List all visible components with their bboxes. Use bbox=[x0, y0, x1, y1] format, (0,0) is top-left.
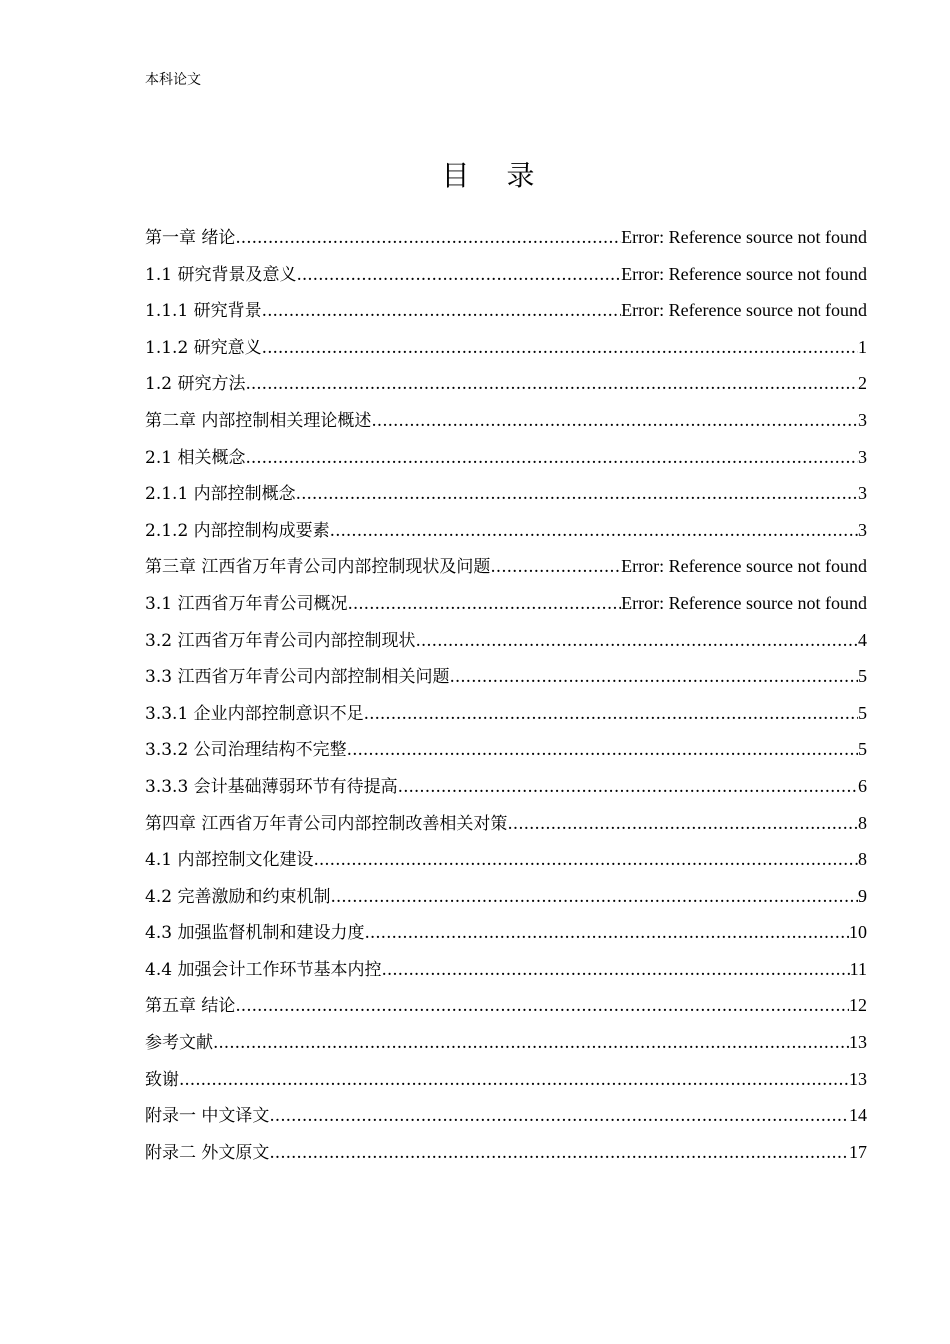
toc-entry-label: 3.3.3 会计基础薄弱环节有待提高 bbox=[145, 776, 398, 797]
toc-entry-label: 2.1 相关概念 bbox=[145, 447, 246, 468]
toc-entry-label: 3.3 江西省万年青公司内部控制相关问题 bbox=[145, 667, 450, 688]
toc-entry[interactable] bbox=[145, 805, 867, 842]
toc-entry-page: Error: Reference source not found bbox=[621, 227, 867, 247]
toc-entry[interactable] bbox=[145, 292, 867, 329]
toc-entry[interactable] bbox=[145, 475, 867, 512]
toc-entry[interactable] bbox=[145, 329, 867, 366]
toc-entry[interactable] bbox=[145, 768, 867, 805]
toc-entry-page: 3 bbox=[858, 446, 867, 467]
toc-entry-page: 12 bbox=[849, 995, 867, 1016]
toc-entry[interactable] bbox=[145, 219, 867, 256]
toc-entry-page: 6 bbox=[858, 775, 867, 796]
toc-entry-label: 1.2 研究方法 bbox=[145, 374, 246, 395]
toc-entry[interactable] bbox=[145, 914, 867, 951]
toc-entry[interactable] bbox=[145, 439, 867, 476]
table-of-contents bbox=[145, 219, 867, 1170]
toc-entry-page: 11 bbox=[849, 958, 867, 979]
toc-entry-label: 1.1.1 研究背景 bbox=[145, 301, 262, 322]
toc-dot-leader bbox=[347, 586, 621, 622]
toc-entry[interactable] bbox=[145, 841, 867, 878]
toc-entry-label: 3.1 江西省万年青公司概况 bbox=[145, 593, 348, 614]
toc-dot-leader bbox=[371, 403, 858, 439]
toc-dot-leader bbox=[245, 440, 858, 476]
toc-dot-leader bbox=[330, 513, 858, 549]
toc-entry-label: 第二章 内部控制相关理论概述 bbox=[145, 410, 372, 431]
toc-entry[interactable] bbox=[145, 658, 867, 695]
toc-entry-page: Error: Reference source not found bbox=[621, 556, 867, 577]
toc-entry[interactable] bbox=[145, 695, 867, 732]
toc-entry-label: 3.2 江西省万年青公司内部控制现状 bbox=[145, 630, 416, 651]
toc-entry-page: 8 bbox=[858, 849, 867, 870]
toc-entry-page: 9 bbox=[858, 885, 867, 906]
toc-dot-leader bbox=[245, 366, 858, 402]
toc-entry-page: 3 bbox=[858, 409, 867, 430]
toc-dot-leader bbox=[213, 1025, 849, 1061]
toc-entry-page: 2 bbox=[858, 373, 867, 394]
toc-entry-label: 第三章 江西省万年青公司内部控制现状及问题 bbox=[145, 557, 491, 578]
toc-entry[interactable] bbox=[145, 731, 867, 768]
toc-dot-leader bbox=[296, 476, 858, 512]
toc-entry-page: Error: Reference source not found bbox=[621, 592, 867, 613]
toc-entry-page: 5 bbox=[858, 739, 867, 760]
toc-entry-page: 3 bbox=[858, 519, 867, 540]
toc-entry[interactable] bbox=[145, 402, 867, 439]
toc-entry-page: 3 bbox=[858, 483, 867, 504]
toc-entry-label: 3.3.2 公司治理结构不完整 bbox=[145, 740, 347, 761]
toc-entry-page: 4 bbox=[858, 629, 867, 650]
toc-entry-page: 13 bbox=[849, 1068, 867, 1089]
toc-dot-leader bbox=[364, 915, 849, 951]
toc-dot-leader bbox=[364, 696, 858, 732]
toc-entry-label: 第五章 结论 bbox=[145, 996, 236, 1017]
toc-entry[interactable] bbox=[145, 365, 867, 402]
toc-entry-label: 4.3 加强监督机制和建设力度 bbox=[145, 923, 365, 944]
toc-dot-leader bbox=[269, 1098, 849, 1134]
toc-entry-label: 4.4 加强会计工作环节基本内控 bbox=[145, 959, 382, 980]
toc-entry[interactable] bbox=[145, 878, 867, 915]
toc-entry-page: 8 bbox=[858, 812, 867, 833]
toc-dot-leader bbox=[313, 842, 858, 878]
toc-dot-leader bbox=[398, 769, 858, 805]
toc-title: 目 录 bbox=[441, 159, 549, 192]
toc-entry-label: 致谢 bbox=[145, 1069, 179, 1090]
toc-entry[interactable] bbox=[145, 951, 867, 988]
toc-entry[interactable] bbox=[145, 1061, 867, 1098]
toc-entry-label: 2.1.1 内部控制概念 bbox=[145, 484, 296, 505]
toc-entry-page: 14 bbox=[849, 1105, 867, 1126]
toc-dot-leader bbox=[449, 659, 858, 695]
toc-entry-label: 4.2 完善激励和约束机制 bbox=[145, 886, 331, 907]
toc-entry[interactable] bbox=[145, 548, 867, 585]
toc-entry-label: 附录二 外文原文 bbox=[145, 1142, 270, 1163]
toc-entry-label: 附录一 中文译文 bbox=[145, 1106, 270, 1127]
toc-entry[interactable] bbox=[145, 256, 867, 293]
toc-dot-leader bbox=[262, 293, 621, 329]
toc-entry[interactable] bbox=[145, 1134, 867, 1171]
toc-entry-label: 1.1 研究背景及意义 bbox=[145, 264, 297, 285]
toc-dot-leader bbox=[235, 988, 849, 1024]
toc-entry-page: Error: Reference source not found bbox=[621, 300, 867, 321]
toc-dot-leader bbox=[296, 257, 621, 293]
toc-entry-page: 10 bbox=[849, 922, 867, 943]
toc-entry-label: 第四章 江西省万年青公司内部控制改善相关对策 bbox=[145, 813, 508, 834]
toc-entry[interactable] bbox=[145, 585, 867, 622]
toc-dot-leader bbox=[347, 732, 858, 768]
toc-dot-leader bbox=[490, 549, 621, 585]
toc-entry-page: 13 bbox=[849, 1032, 867, 1053]
toc-entry-page: 17 bbox=[849, 1141, 867, 1162]
toc-entry-label: 1.1.2 研究意义 bbox=[145, 337, 262, 358]
toc-entry-page: 1 bbox=[858, 336, 867, 357]
toc-entry[interactable] bbox=[145, 512, 867, 549]
toc-dot-leader bbox=[330, 879, 858, 915]
toc-entry-label: 2.1.2 内部控制构成要素 bbox=[145, 520, 330, 541]
toc-entry-page: Error: Reference source not found bbox=[621, 263, 867, 284]
toc-entry[interactable] bbox=[145, 622, 867, 659]
page-header: 本科论文 bbox=[145, 72, 201, 88]
toc-dot-leader bbox=[507, 806, 858, 842]
toc-dot-leader bbox=[269, 1135, 849, 1171]
toc-entry-page: 5 bbox=[858, 702, 867, 723]
toc-dot-leader bbox=[262, 330, 858, 366]
toc-entry-label: 第一章 绪论 bbox=[145, 228, 236, 248]
toc-dot-leader bbox=[381, 952, 849, 988]
toc-dot-leader bbox=[235, 220, 621, 256]
toc-dot-leader bbox=[179, 1062, 849, 1098]
toc-entry-label: 4.1 内部控制文化建设 bbox=[145, 850, 314, 871]
toc-entry[interactable] bbox=[145, 987, 867, 1024]
toc-entry[interactable] bbox=[145, 1097, 867, 1134]
toc-entry-label: 参考文献 bbox=[145, 1033, 213, 1054]
toc-dot-leader bbox=[415, 623, 858, 659]
toc-entry-page: 5 bbox=[858, 666, 867, 687]
toc-entry[interactable] bbox=[145, 1024, 867, 1061]
toc-entry-label: 3.3.1 企业内部控制意识不足 bbox=[145, 703, 364, 724]
